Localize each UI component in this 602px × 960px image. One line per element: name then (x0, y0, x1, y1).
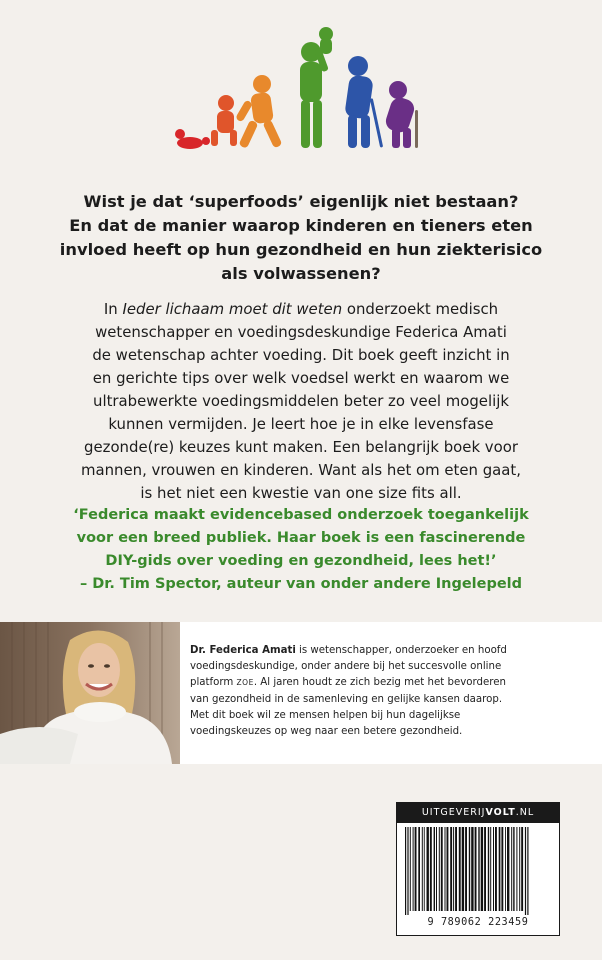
barcode (403, 827, 553, 915)
barcode-bar (459, 827, 461, 911)
barcode-bar (493, 827, 494, 911)
bio-line: voedingskeuzes op weg naar een betere gezondheid. (190, 726, 463, 738)
barcode-bar (469, 827, 470, 911)
child-figure (235, 75, 282, 149)
barcode-bar (436, 827, 437, 911)
barcode-bar (405, 827, 406, 915)
barcode-bar (499, 827, 501, 911)
toddler-figure (211, 95, 237, 146)
endorsement-quote (30, 504, 572, 596)
blurb-line: mannen, vrouwen en kinderen. Want als het om eten gaat, (80, 461, 522, 479)
quote-line: DIY-gids over voeding en gezondheid, lees het!’ (105, 553, 497, 569)
blurb-line: kunnen vermijden. Je leert hoe je in elke levensfase (108, 415, 494, 433)
publisher-prefix: UITGEVERIJ (421, 807, 486, 818)
intro-heading (40, 190, 562, 286)
zoe-brand: ZOE (236, 678, 254, 688)
barcode-bar (439, 827, 440, 911)
barcode-bar (521, 827, 523, 911)
adult-figure (300, 27, 333, 148)
barcode-bar (507, 827, 509, 911)
blurb-line: gezonde(re) keuzes kunt maken. Een belangrijk boek voor (84, 438, 518, 456)
barcode-bar (465, 827, 467, 911)
barcode-bar (481, 827, 483, 911)
bio-line (190, 643, 590, 659)
blurb-line: en gerichte tips over welk voedsel werkt en waarom we (92, 369, 510, 387)
bio-text: . Al jaren houdt ze zich bezig met het bevorderen (253, 677, 506, 689)
bio-line (190, 675, 590, 691)
barcode-bar (455, 827, 457, 911)
barcode-bar (462, 827, 464, 911)
blurb-pre: In (103, 300, 123, 318)
barcode-bar (407, 827, 408, 915)
barcode-bar (484, 827, 486, 911)
barcode-bar (450, 827, 452, 911)
intro-heading-line: invloed heeft op hun gezondheid en hun ziekterisico (59, 240, 543, 259)
blurb-post: onderzoekt medisch (342, 300, 499, 318)
barcode-bar (447, 827, 449, 911)
barcode-bar (475, 827, 477, 911)
author-bio (190, 643, 590, 740)
barcode-bar (490, 827, 491, 911)
barcode-bar (445, 827, 446, 911)
blurb-line: is het niet een kwestie van one size fits all. (140, 484, 462, 502)
barcode-bar (422, 827, 423, 911)
life-stages-illustration (170, 20, 432, 152)
bio-line: van gezondheid in de samenleving en gelijke kansen daarop. (190, 693, 503, 705)
intro-heading-line: als volwassenen? (221, 264, 381, 283)
barcode-bar (453, 827, 454, 911)
barcode-bar (471, 827, 473, 911)
barcode-bar (410, 827, 411, 911)
intro-heading-line: Wist je dat ‘superfoods’ eigenlijk niet bestaan? (83, 192, 519, 211)
barcode-box (396, 802, 560, 936)
publisher-suffix: .NL (515, 807, 535, 818)
quote-line: ‘Federica maakt evidencebased onderzoek toegankelijk (73, 507, 529, 523)
barcode-bar (441, 827, 443, 911)
blurb-text (40, 298, 562, 505)
barcode-bar (516, 827, 517, 911)
barcode-bar (488, 827, 489, 911)
intro-heading-line: En dat de manier waarop kinderen en tieners eten (69, 216, 533, 235)
barcode-bar (413, 827, 414, 911)
barcode-bar (505, 827, 506, 911)
barcode-bar (501, 827, 503, 911)
barcode-bar (519, 827, 520, 911)
isbn-number: 9 789062 223459 (427, 917, 529, 928)
barcode-bar (478, 827, 479, 911)
baby-figure (175, 129, 210, 149)
barcode-bar (424, 827, 425, 911)
blurb-line: wetenschapper en voedingsdeskundige Federica Amati (95, 323, 507, 341)
book-title: Ieder lichaam moet dit weten (122, 300, 343, 318)
blurb-line: de wetenschap achter voeding. Dit boek geeft inzicht in (92, 346, 510, 364)
author-name: Dr. Federica Amati (190, 645, 296, 656)
bio-text: platform (190, 677, 237, 689)
barcode-bar (495, 827, 497, 911)
quote-attribution: – Dr. Tim Spector, auteur van onder andere Ingelepeld (79, 576, 523, 592)
blurb-line: ultrabewerkte voedingsmiddelen beter zo veel mogelijk (93, 392, 509, 410)
bio-line: Met dit boek wil ze mensen helpen bij hun dagelijkse (190, 709, 461, 721)
publisher-name: VOLT (485, 807, 516, 818)
barcode-bar (511, 827, 512, 911)
barcode-bar (434, 827, 435, 911)
barcode-bar (418, 827, 420, 911)
blurb-line (40, 298, 562, 321)
barcode-bar (427, 827, 429, 911)
quote-line: voor een breed publiek. Haar boek is een fascinerende (76, 530, 526, 546)
barcode-bar (415, 827, 417, 911)
barcode-bar (513, 827, 514, 911)
barcode-bar (525, 827, 526, 915)
oldest-figure (383, 81, 418, 148)
bio-text: is wetenschapper, onderzoeker en hoofd (295, 645, 507, 656)
author-photo (0, 622, 180, 764)
elder-figure (344, 56, 383, 148)
publisher-url (397, 803, 559, 823)
bio-line: voedingsdeskundige, onder andere bij het succesvolle online (190, 661, 502, 673)
author-section (0, 622, 602, 764)
barcode-bar (527, 827, 528, 915)
barcode-bar (430, 827, 432, 911)
